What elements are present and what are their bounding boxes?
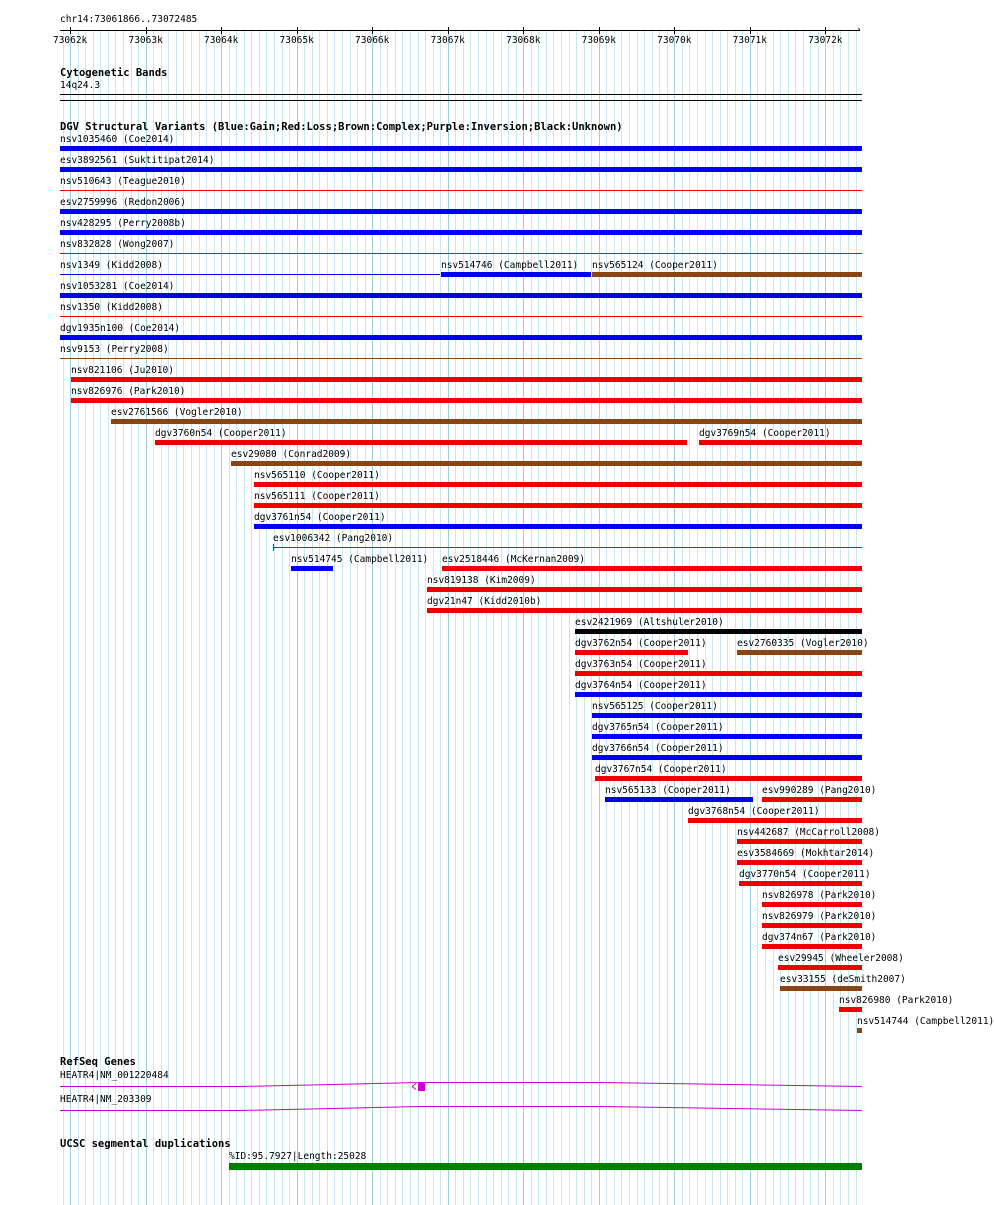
- dgv-feature-bar[interactable]: [575, 629, 862, 634]
- dgv-feature-label[interactable]: dgv3762n54 (Cooper2011): [575, 638, 707, 649]
- dgv-feature-bar[interactable]: [575, 650, 688, 655]
- dgv-feature-bar[interactable]: [60, 358, 862, 359]
- dgv-feature-label[interactable]: dgv3761n54 (Cooper2011): [254, 512, 386, 523]
- dgv-feature-label[interactable]: nsv826980 (Park2010): [839, 995, 954, 1006]
- dgv-feature-bar[interactable]: [441, 272, 591, 277]
- dgv-feature-label[interactable]: esv1006342 (Pang2010): [273, 533, 394, 544]
- dgv-feature-bar[interactable]: [427, 587, 862, 592]
- location-label: chr14:73061866..73072485: [60, 14, 198, 25]
- dgv-feature-bar[interactable]: [592, 713, 862, 718]
- dgv-feature-label[interactable]: nsv514744 (Campbell2011): [857, 1016, 994, 1027]
- dgv-feature-bar[interactable]: [592, 272, 862, 277]
- dgv-feature-label[interactable]: dgv3764n54 (Cooper2011): [575, 680, 707, 691]
- dgv-feature-label[interactable]: dgv3766n54 (Cooper2011): [592, 743, 724, 754]
- dgv-feature-bar[interactable]: [575, 671, 862, 676]
- dgv-feature-label[interactable]: dgv21n47 (Kidd2010b): [427, 596, 542, 607]
- dgv-feature-label[interactable]: nsv565125 (Cooper2011): [592, 701, 718, 712]
- dgv-feature-label[interactable]: dgv3760n54 (Cooper2011): [155, 428, 287, 439]
- dgv-feature-bar[interactable]: [254, 503, 862, 508]
- dgv-feature-bar[interactable]: [737, 839, 862, 844]
- dgv-feature-label[interactable]: esv29080 (Conrad2009): [231, 449, 352, 460]
- ruler-tick: [297, 27, 298, 34]
- dgv-feature-label[interactable]: esv2759996 (Redon2006): [60, 197, 186, 208]
- dgv-feature-bar[interactable]: [739, 881, 862, 886]
- dgv-feature-label[interactable]: nsv1035460 (Coe2014): [60, 134, 175, 145]
- dgv-feature-bar[interactable]: [254, 524, 862, 529]
- cytoband-track-title: Cytogenetic Bands: [60, 67, 168, 79]
- dgv-feature-bar[interactable]: [762, 944, 862, 949]
- dgv-feature-label[interactable]: dgv1935n100 (Coe2014): [60, 323, 181, 334]
- ruler-tick: [750, 27, 751, 34]
- dgv-feature-bar[interactable]: [60, 167, 862, 172]
- dgv-feature-bar[interactable]: [60, 230, 862, 235]
- dgv-feature-label[interactable]: nsv442687 (McCarroll2008): [737, 827, 880, 838]
- dgv-feature-label[interactable]: esv2760335 (Vogler2010): [737, 638, 869, 649]
- gene-model-intron[interactable]: [60, 1083, 862, 1087]
- segdup-track-title: UCSC segmental duplications: [60, 1138, 231, 1150]
- dgv-feature-bar[interactable]: [254, 482, 862, 487]
- dgv-feature-label[interactable]: nsv1053281 (Coe2014): [60, 281, 175, 292]
- ruler-tick: [70, 27, 71, 34]
- dgv-feature-label[interactable]: dgv3768n54 (Cooper2011): [688, 806, 820, 817]
- dgv-feature-bar[interactable]: [857, 1028, 862, 1033]
- dgv-feature-label[interactable]: esv3892561 (Suktitipat2014): [60, 155, 215, 166]
- dgv-feature-bar[interactable]: [60, 316, 862, 317]
- dgv-feature-label[interactable]: nsv9153 (Perry2008): [60, 344, 169, 355]
- dgv-feature-bar[interactable]: [71, 398, 862, 403]
- dgv-feature-bar[interactable]: [155, 440, 687, 445]
- dgv-feature-bar[interactable]: [71, 377, 862, 382]
- dgv-feature-label[interactable]: dgv3763n54 (Cooper2011): [575, 659, 707, 670]
- dgv-feature-bar[interactable]: [111, 419, 862, 424]
- gene-exon[interactable]: [418, 1082, 425, 1091]
- dgv-feature-label[interactable]: nsv826976 (Park2010): [71, 386, 186, 397]
- dgv-feature-label[interactable]: nsv428295 (Perry2008b): [60, 218, 186, 229]
- dgv-feature-label[interactable]: nsv565110 (Cooper2011): [254, 470, 380, 481]
- dgv-feature-bar[interactable]: [839, 1007, 862, 1012]
- dgv-feature-label[interactable]: nsv826979 (Park2010): [762, 911, 877, 922]
- dgv-feature-bar[interactable]: [442, 566, 862, 571]
- refseq-gene-label[interactable]: HEATR4|NM_001220484: [60, 1070, 169, 1081]
- dgv-feature-bar[interactable]: [291, 566, 333, 571]
- dgv-feature-bar[interactable]: [699, 440, 862, 445]
- dgv-feature-label[interactable]: nsv832828 (Wong2007): [60, 239, 175, 250]
- refseq-gene-models[interactable]: [0, 1076, 890, 1116]
- cytoband-line-top: [60, 94, 862, 95]
- dgv-feature-bar[interactable]: [737, 860, 862, 865]
- gene-model-intron[interactable]: [60, 1107, 862, 1111]
- ruler-tick-label: 73067k: [430, 35, 465, 46]
- dgv-feature-bar[interactable]: [688, 818, 862, 823]
- dgv-feature-bar[interactable]: [592, 734, 862, 739]
- segdup-feature-label[interactable]: %ID:95.7927|Length:25028: [229, 1151, 367, 1162]
- dgv-feature-bar[interactable]: [427, 608, 862, 613]
- dgv-feature-bar[interactable]: [60, 293, 862, 298]
- refseq-gene-label[interactable]: HEATR4|NM_203309: [60, 1094, 152, 1105]
- dgv-feature-label[interactable]: esv33155 (deSmith2007): [780, 974, 906, 985]
- dgv-feature-bar[interactable]: [592, 755, 862, 760]
- ruler-tick-label: 73070k: [657, 35, 692, 46]
- dgv-feature-label[interactable]: dgv374n67 (Park2010): [762, 932, 877, 943]
- dgv-feature-label[interactable]: nsv565124 (Cooper2011): [592, 260, 718, 271]
- dgv-feature-bar[interactable]: [60, 253, 862, 254]
- dgv-feature-label[interactable]: nsv514745 (Campbell2011): [291, 554, 429, 565]
- dgv-feature-bar[interactable]: [762, 923, 862, 928]
- dgv-feature-label[interactable]: nsv565111 (Cooper2011): [254, 491, 380, 502]
- ruler-tick: [221, 27, 222, 34]
- dgv-feature-bar[interactable]: [60, 274, 440, 275]
- dgv-feature-label[interactable]: nsv1349 (Kidd2008): [60, 260, 163, 271]
- dgv-feature-cap: [273, 544, 274, 551]
- dgv-feature-bar[interactable]: [273, 547, 862, 548]
- dgv-feature-bar[interactable]: [762, 797, 862, 802]
- dgv-feature-label[interactable]: nsv514746 (Campbell2011): [441, 260, 579, 271]
- ruler-axis: [60, 30, 860, 31]
- dgv-feature-label[interactable]: esv29945 (Wheeler2008): [778, 953, 904, 964]
- dgv-feature-label[interactable]: nsv510643 (Teague2010): [60, 176, 186, 187]
- dgv-feature-label[interactable]: nsv1350 (Kidd2008): [60, 302, 163, 313]
- dgv-track-title: DGV Structural Variants (Blue:Gain;Red:Loss;Brown:Complex;Purple:Inversion;Black:Unknown): [60, 121, 623, 133]
- dgv-feature-label[interactable]: esv2761566 (Vogler2010): [111, 407, 243, 418]
- dgv-feature-bar[interactable]: [737, 650, 862, 655]
- ruler-tick-label: 73064k: [203, 35, 239, 46]
- ruler-tick-label: 73071k: [732, 35, 768, 46]
- dgv-feature-label[interactable]: dgv3767n54 (Cooper2011): [595, 764, 727, 775]
- ruler-tick: [448, 27, 449, 34]
- dgv-feature-bar[interactable]: [762, 902, 862, 907]
- dgv-feature-label[interactable]: esv990289 (Pang2010): [762, 785, 877, 796]
- dgv-feature-label[interactable]: dgv3765n54 (Cooper2011): [592, 722, 724, 733]
- ruler-tick-label: 73063k: [128, 35, 163, 46]
- ruler-tick-label: 73066k: [355, 35, 390, 46]
- dgv-feature-bar[interactable]: [60, 335, 862, 340]
- dgv-feature-bar[interactable]: [575, 692, 862, 697]
- ruler-tick: [523, 27, 524, 34]
- dgv-feature-label[interactable]: nsv826978 (Park2010): [762, 890, 877, 901]
- dgv-feature-bar[interactable]: [595, 776, 862, 781]
- dgv-feature-label[interactable]: nsv819138 (Kim2009): [427, 575, 536, 586]
- dgv-feature-label[interactable]: esv2421969 (Altshuler2010): [575, 617, 724, 628]
- ruler-tick: [146, 27, 147, 34]
- dgv-feature-label[interactable]: dgv3769n54 (Cooper2011): [699, 428, 831, 439]
- ruler-tick-label: 73065k: [279, 35, 314, 46]
- ruler-tick-label: 73068k: [506, 35, 541, 46]
- segdup-feature-bar[interactable]: [229, 1163, 862, 1170]
- dgv-feature-label[interactable]: esv2518446 (McKernan2009): [442, 554, 585, 565]
- dgv-feature-bar[interactable]: [778, 965, 862, 970]
- ruler-tick: [372, 27, 373, 34]
- cytoband-label[interactable]: 14q24.3: [60, 80, 101, 91]
- ruler-tick: [825, 27, 826, 34]
- ruler-tick: [674, 27, 675, 34]
- ruler-tick-label: 73072k: [808, 35, 843, 46]
- dgv-feature-bar[interactable]: [60, 190, 862, 191]
- dgv-feature-bar[interactable]: [60, 146, 862, 151]
- ruler-tick-label: 73062k: [52, 35, 88, 46]
- dgv-feature-bar[interactable]: [780, 986, 862, 991]
- ruler-tick: [599, 27, 600, 34]
- dgv-feature-label[interactable]: dgv3770n54 (Cooper2011): [739, 869, 871, 880]
- dgv-feature-bar[interactable]: [231, 461, 862, 466]
- ruler-tick-label: 73069k: [581, 35, 616, 46]
- ruler-arrow-icon: ›: [856, 25, 862, 35]
- refseq-track-title: RefSeq Genes: [60, 1056, 136, 1068]
- dgv-feature-bar[interactable]: [60, 209, 862, 214]
- strand-arrow-icon[interactable]: [412, 1084, 416, 1090]
- dgv-feature-label[interactable]: nsv565133 (Cooper2011): [605, 785, 731, 796]
- dgv-feature-bar[interactable]: [605, 797, 753, 802]
- dgv-feature-label[interactable]: nsv821106 (Ju2010): [71, 365, 174, 376]
- cytoband-line-bottom: [60, 100, 862, 101]
- dgv-feature-label[interactable]: esv3584669 (Mokhtar2014): [737, 848, 875, 859]
